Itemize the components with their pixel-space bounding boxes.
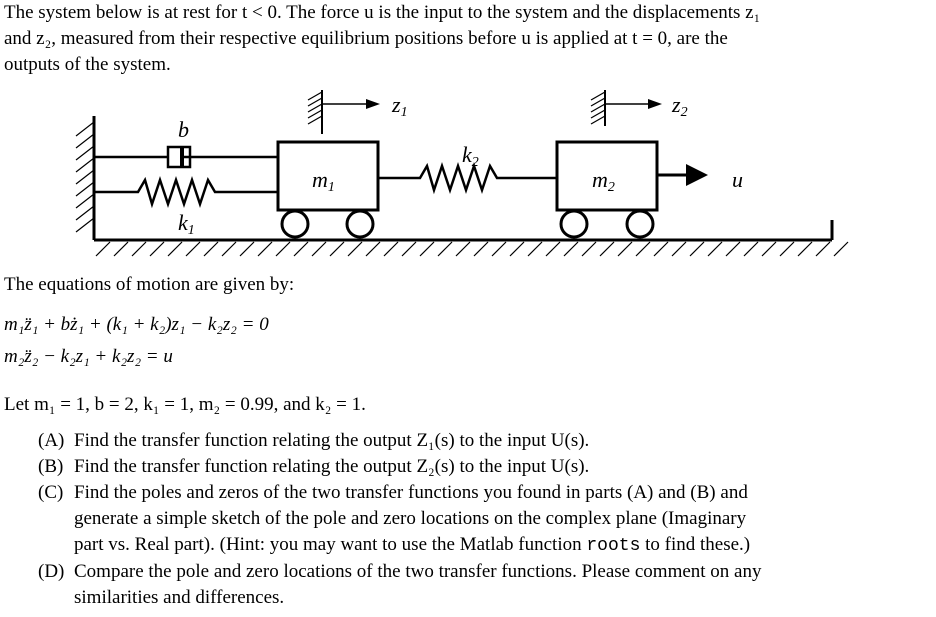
question-c-text-1: Find the poles and zeros of the two transfer functions you found in parts (A) and (B) and <box>74 482 748 503</box>
problem-intro <box>4 0 930 78</box>
label-z2: z2 <box>672 92 688 120</box>
question-c-text-3 <box>38 532 923 559</box>
question-d-text-1: Compare the pole and zero locations of the two transfer functions. Please comment on any <box>74 561 762 582</box>
question-c-text-3b: to find these.) <box>645 534 751 555</box>
question-a-label: (A) <box>38 430 65 451</box>
equations-intro: The equations of motion are given by: <box>4 274 295 295</box>
intro-line-1: The system below is at rest for t < 0. The force u is the input to the system and the displacements z₁ <box>4 2 761 23</box>
z1-reference-arrow <box>308 90 380 134</box>
label-m1: m1 <box>312 167 335 195</box>
question-c-text-2: generate a simple sketch of the pole and zero locations on the complex plane (Imaginary <box>74 508 747 529</box>
question-c-text-3a: part vs. Real part). (Hint: you may want to use the Matlab function <box>74 534 582 555</box>
equation-1: m₁z̈₁ + bż₁ + (k₁ + k₂)z₁ − k₂z₂ = 0 <box>4 314 269 335</box>
label-z1: z1 <box>392 92 408 120</box>
mass-spring-damper-diagram <box>0 86 936 266</box>
label-b: b <box>178 117 189 142</box>
z2-reference-arrow <box>591 90 662 126</box>
question-b-text: Find the transfer function relating the output Z₂(s) to the input U(s). <box>74 456 590 477</box>
question-list <box>38 428 923 611</box>
force-arrow-u <box>657 164 708 186</box>
intro-line-3: outputs of the system. <box>4 54 171 75</box>
label-u: u <box>732 167 743 192</box>
question-c <box>38 480 923 559</box>
matlab-roots-code: roots <box>586 536 641 556</box>
label-k2: k2 <box>462 142 479 170</box>
spring-k1 <box>94 180 278 204</box>
question-d-text-2: similarities and differences. <box>74 587 285 608</box>
equation-2: m₂z̈₂ − k₂z₁ + k₂z₂ = u <box>4 346 173 367</box>
question-d-label: (D) <box>38 561 65 582</box>
given-values: Let m₁ = 1, b = 2, k₁ = 1, m₂ = 0.99, and k₂ = 1. <box>4 394 366 415</box>
question-b-label: (B) <box>38 456 64 477</box>
damper-b <box>94 147 278 167</box>
label-k1: k1 <box>178 210 195 238</box>
question-a-text: Find the transfer function relating the output Z₁(s) to the input U(s). <box>74 430 590 451</box>
question-a <box>38 428 923 454</box>
left-wall <box>76 116 94 240</box>
question-b <box>38 454 923 480</box>
ground <box>94 220 848 256</box>
question-d <box>38 559 923 611</box>
label-m2: m2 <box>592 167 615 195</box>
spring-k2 <box>378 166 557 190</box>
question-c-label: (C) <box>38 482 64 503</box>
intro-line-2: and z₂, measured from their respective equilibrium positions before u is applied at t = 0, are the <box>4 28 728 49</box>
